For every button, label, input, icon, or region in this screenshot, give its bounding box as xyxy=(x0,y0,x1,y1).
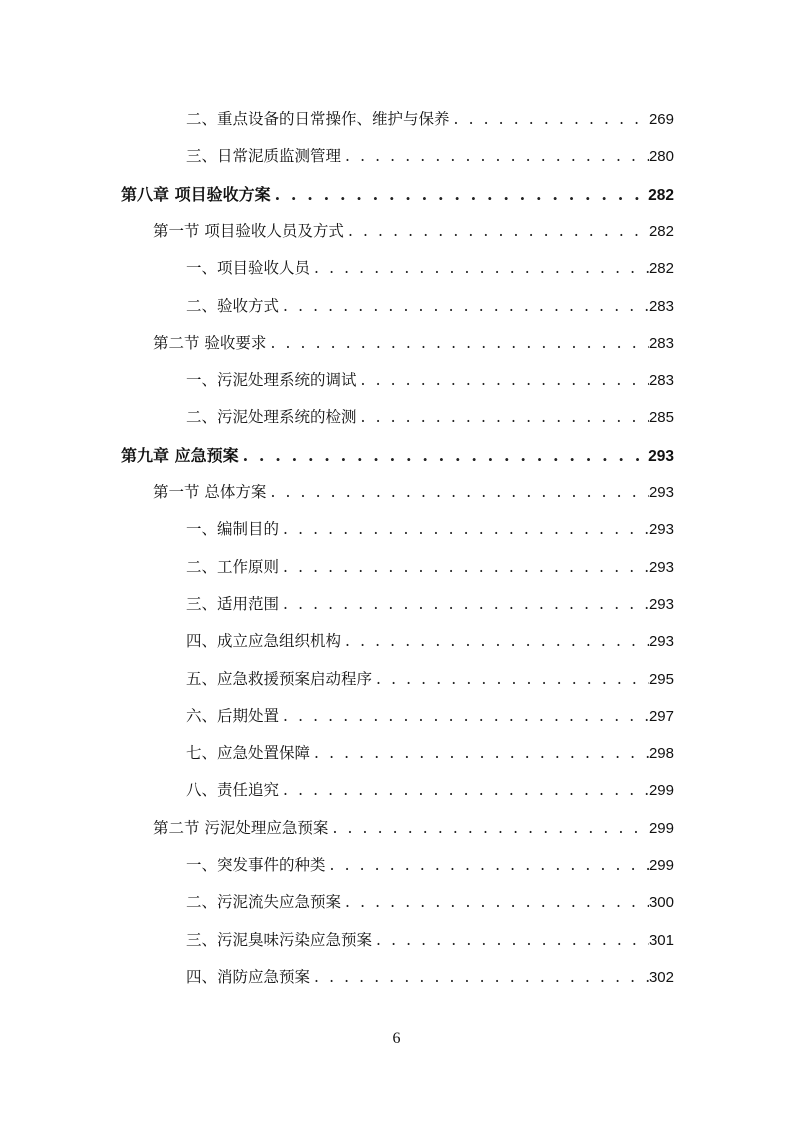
toc-leader-dots xyxy=(266,474,649,511)
toc-entry-label: 二、工作原则 xyxy=(186,557,280,576)
toc-entry-label: 八、责任追究 xyxy=(186,781,280,800)
toc-entry-label: 六、后期处置 xyxy=(186,706,280,725)
toc-entry-page-number: 293 xyxy=(648,447,674,465)
toc-entry-page-number: 285 xyxy=(648,409,674,427)
toc-entry-label: 一、突发事件的种类 xyxy=(186,856,326,874)
toc-subsection-entry[interactable] xyxy=(186,735,674,772)
toc-entry-page-number: 302 xyxy=(648,968,674,986)
toc-entry-label: 三、适用范围 xyxy=(186,594,280,613)
toc-subsection-entry[interactable] xyxy=(186,922,674,959)
toc-entry-page-number: 293 xyxy=(648,521,674,539)
toc-entry-label: 四、成立应急组织机构 xyxy=(186,632,342,651)
toc-leader-dots xyxy=(310,735,649,772)
toc-subsection-entry[interactable] xyxy=(186,511,674,548)
toc-entry-page-number: 282 xyxy=(648,222,674,240)
toc-leader-dots xyxy=(357,399,649,436)
toc-entry-page-number: 298 xyxy=(648,745,674,763)
toc-entry-page-number: 280 xyxy=(648,148,674,166)
toc-subsection-entry[interactable] xyxy=(186,288,674,325)
toc-entry-label: 一、项目验收人员 xyxy=(186,259,311,278)
toc-entry-label: 第八章 项目验收方案 xyxy=(121,184,271,204)
toc-section-entry[interactable] xyxy=(153,213,674,250)
toc-entry-page-number: 300 xyxy=(648,894,674,912)
toc-leader-dots xyxy=(372,922,649,959)
toc-entry-page-number: 293 xyxy=(648,484,674,501)
toc-subsection-entry[interactable] xyxy=(186,250,674,287)
toc-subsection-entry[interactable] xyxy=(186,847,674,884)
toc-leader-dots xyxy=(279,698,649,735)
toc-entry-label: 第九章 应急预案 xyxy=(121,445,239,465)
toc-subsection-entry[interactable] xyxy=(186,884,674,921)
toc-chapter-entry[interactable] xyxy=(121,437,674,474)
toc-entry-label: 二、污泥处理系统的检测 xyxy=(186,408,357,427)
toc-entry-page-number: 295 xyxy=(648,670,674,688)
toc-leader-dots xyxy=(357,362,649,399)
toc-subsection-entry[interactable] xyxy=(186,138,674,175)
toc-entry-page-number: 293 xyxy=(648,633,674,651)
toc-section-entry[interactable] xyxy=(153,474,674,511)
toc-entry-page-number: 282 xyxy=(648,260,674,278)
toc-subsection-entry[interactable] xyxy=(186,623,674,660)
toc-leader-dots xyxy=(372,661,649,698)
toc-entry-page-number: 299 xyxy=(648,819,674,837)
toc-leader-dots xyxy=(310,959,649,996)
toc-subsection-entry[interactable] xyxy=(186,101,674,138)
toc-entry-page-number: 299 xyxy=(648,857,674,874)
toc-leader-dots xyxy=(266,325,649,362)
toc-leader-dots xyxy=(279,511,649,548)
toc-entry-label: 第二节 污泥处理应急预案 xyxy=(153,818,329,837)
toc-entry-label: 第一节 项目验收人员及方式 xyxy=(153,221,344,240)
toc-subsection-entry[interactable] xyxy=(186,959,674,996)
toc-subsection-entry[interactable] xyxy=(186,772,674,809)
toc-leader-dots xyxy=(341,138,649,175)
toc-entry-page-number: 299 xyxy=(648,782,674,800)
toc-leader-dots xyxy=(279,772,649,809)
toc-entry-label: 第一节 总体方案 xyxy=(153,483,267,501)
toc-entry-label: 二、污泥流失应急预案 xyxy=(186,893,342,912)
toc-entry-label: 七、应急处置保障 xyxy=(186,744,311,763)
toc-entry-label: 一、编制目的 xyxy=(186,520,280,539)
toc-leader-dots xyxy=(450,101,649,138)
toc-entry-label: 三、日常泥质监测管理 xyxy=(186,147,342,166)
toc-subsection-entry[interactable] xyxy=(186,661,674,698)
toc-subsection-entry[interactable] xyxy=(186,698,674,735)
toc-entry-label: 三、污泥臭味污染应急预案 xyxy=(186,930,373,949)
toc-entry-page-number: 297 xyxy=(648,707,674,725)
toc-section-entry[interactable] xyxy=(153,810,674,847)
toc-leader-dots xyxy=(341,884,649,921)
toc-chapter-entry[interactable] xyxy=(121,176,674,213)
toc-entry-label: 二、验收方式 xyxy=(186,296,280,315)
toc-leader-dots xyxy=(341,623,649,660)
toc-subsection-entry[interactable] xyxy=(186,362,674,399)
toc-entry-page-number: 283 xyxy=(648,297,674,315)
toc-subsection-entry[interactable] xyxy=(186,586,674,623)
toc-leader-dots xyxy=(328,810,649,847)
toc-leader-dots xyxy=(239,437,649,474)
toc-entry-label: 一、污泥处理系统的调试 xyxy=(186,371,357,390)
page-number: 6 xyxy=(392,1030,401,1047)
toc-entry-page-number: 282 xyxy=(648,186,674,204)
toc-leader-dots xyxy=(279,288,649,325)
toc-subsection-entry[interactable] xyxy=(186,399,674,436)
toc-section-entry[interactable] xyxy=(153,325,674,362)
toc-entry-page-number: 293 xyxy=(648,595,674,613)
toc-leader-dots xyxy=(344,213,649,250)
toc-leader-dots xyxy=(271,176,649,213)
toc-entry-label: 二、重点设备的日常操作、维护与保养 xyxy=(186,110,450,128)
toc-leader-dots xyxy=(279,549,649,586)
toc-entry-label: 第二节 验收要求 xyxy=(153,333,267,352)
toc-entry-page-number: 293 xyxy=(648,558,674,576)
toc-leader-dots xyxy=(310,250,649,287)
toc-entry-label: 五、应急救援预案启动程序 xyxy=(186,669,373,688)
toc-entry-page-number: 283 xyxy=(648,334,674,352)
toc-leader-dots xyxy=(326,847,649,884)
toc-entry-page-number: 269 xyxy=(648,111,674,128)
toc-entry-page-number: 283 xyxy=(648,372,674,390)
toc-entry-page-number: 301 xyxy=(648,931,674,949)
toc-leader-dots xyxy=(279,586,649,623)
toc-subsection-entry[interactable] xyxy=(186,549,674,586)
toc-entry-label: 四、消防应急预案 xyxy=(186,967,311,986)
